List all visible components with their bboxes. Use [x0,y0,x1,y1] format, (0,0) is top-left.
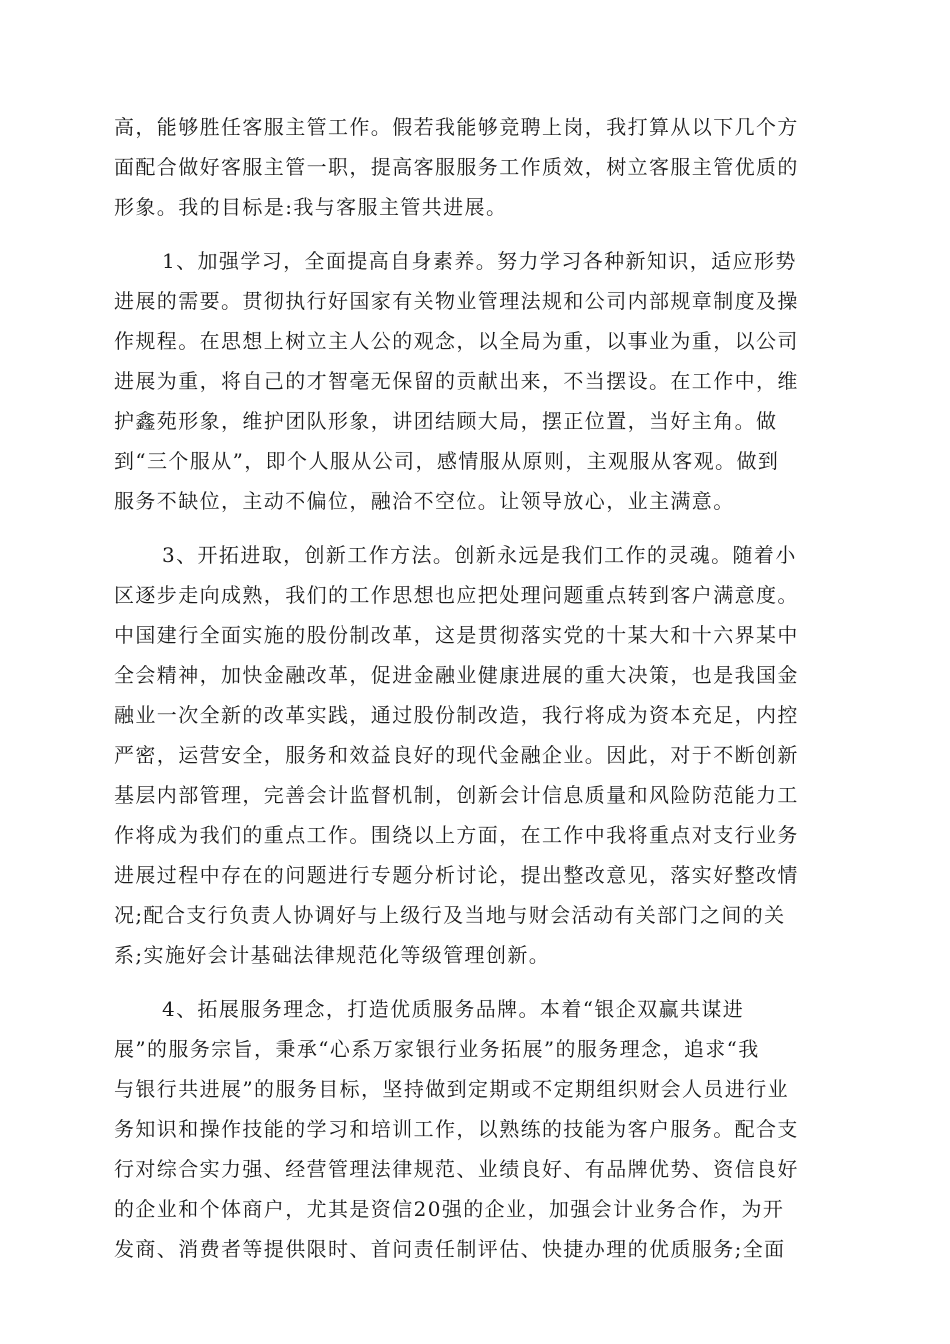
text-line: 进展的需要。贯彻执行好国家有关物业管理法规和公司内部规章制度及操 [114,289,799,313]
text-line: 系;实施好会计基础法律规范化等级管理创新。 [114,943,551,967]
text-line: 护鑫苑形象，维护团队形象，讲团结顾大局，摆正位置，当好主角。做 [114,409,778,433]
text-line: 高，能够胜任客服主管工作。假若我能够竞聘上岗，我打算从以下几个方 [114,115,799,139]
text-line: 的企业和个体商户，尤其是资信20强的企业，加强会计业务合作，为开 [114,1197,785,1221]
text-line: 作将成为我们的重点工作。围绕以上方面，在工作中我将重点对支行业务 [114,823,799,847]
text-line: 与银行共进展”的服务目标，坚持做到定期或不定期组织财会人员进行业 [114,1077,790,1101]
text-line: 进展过程中存在的问题进行专题分析讨论，提出整改意见，落实好整改情 [114,863,799,887]
text-line: 全会精神，加快金融改革，促进金融业健康进展的重大决策，也是我国金 [114,663,799,687]
text-line: 行对综合实力强、经营管理法律规范、业绩良好、有品牌优势、资信良好 [114,1157,799,1181]
text-line: 严密，运营安全，服务和效益良好的现代金融企业。因此，对于不断创新 [114,743,799,767]
text-line: 1、加强学习，全面提高自身素养。努力学习各种新知识，适应形势 [162,249,797,273]
text-line: 融业一次全新的改革实践，通过股份制改造，我行将成为资本充足，内控 [114,703,799,727]
text-line: 面配合做好客服主管一职，提高客服服务工作质效，树立客服主管优质的 [114,155,799,179]
text-line: 4、拓展服务理念，打造优质服务品牌。本着“银企双赢共谋进 [162,997,745,1021]
text-line: 基层内部管理，完善会计监督机制，创新会计信息质量和风险防范能力工 [114,783,799,807]
text-line: 服务不缺位，主动不偏位，融洽不空位。让领导放心，业主满意。 [114,489,735,513]
text-line: 形象。我的目标是:我与客服主管共进展。 [114,195,508,219]
text-line: 到“三个服从”，即个人服从公司，感情服从原则，主观服从客观。做到 [114,449,780,473]
text-line: 展”的服务宗旨，秉承“心系万家银行业务拓展”的服务理念，追求“我 [114,1037,760,1061]
text-line: 3、开拓进取，创新工作方法。创新永远是我们工作的灵魂。随着小 [162,543,797,567]
text-line: 区逐步走向成熟，我们的工作思想也应把处理问题重点转到客户满意度。 [114,583,799,607]
text-line: 中国建行全面实施的股份制改革，这是贯彻落实党的十某大和十六界某中 [114,623,799,647]
text-line: 务知识和操作技能的学习和培训工作，以熟练的技能为客户服务。配合支 [114,1117,799,1141]
text-line: 进展为重，将自己的才智毫无保留的贡献出来，不当摆设。在工作中，维 [114,369,799,393]
text-line: 作规程。在思想上树立主人公的观念，以全局为重，以事业为重，以公司 [114,329,799,353]
text-line: 发商、消费者等提供限时、首问责任制评估、快捷办理的优质服务;全面 [114,1237,786,1261]
text-line: 况;配合支行负责人协调好与上级行及当地与财会活动有关部门之间的关 [114,903,786,927]
